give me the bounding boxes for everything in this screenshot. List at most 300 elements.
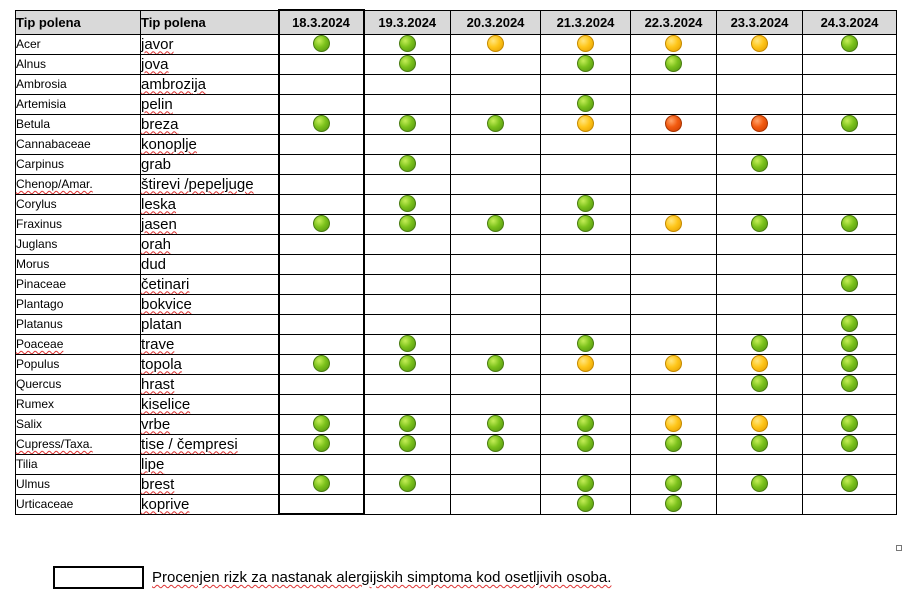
latin-name — [16, 154, 141, 174]
risk-cell — [451, 154, 541, 174]
local-name-text: štirevi /pepeljuge — [141, 175, 254, 193]
table-row — [16, 134, 897, 154]
green-risk-dot-icon — [841, 435, 858, 452]
green-risk-dot-icon — [841, 375, 858, 392]
risk-cell — [631, 174, 717, 194]
table-row — [16, 314, 897, 334]
risk-cell — [364, 94, 451, 114]
risk-cell — [364, 414, 451, 434]
latin-name — [16, 194, 141, 214]
risk-cell — [803, 154, 897, 174]
risk-cell — [803, 114, 897, 134]
risk-cell — [451, 54, 541, 74]
risk-cell — [541, 454, 631, 474]
local-name-text: kiselice — [141, 395, 191, 413]
risk-cell — [541, 54, 631, 74]
green-risk-dot-icon — [841, 475, 858, 492]
local-name-text: platan — [141, 315, 182, 333]
risk-cell — [279, 354, 364, 374]
risk-cell — [279, 174, 364, 194]
risk-cell — [803, 434, 897, 454]
risk-cell — [717, 454, 803, 474]
latin-name — [16, 334, 141, 354]
risk-cell — [541, 274, 631, 294]
risk-cell — [717, 154, 803, 174]
risk-cell — [803, 234, 897, 254]
local-name — [141, 454, 279, 474]
green-risk-dot-icon — [399, 115, 416, 132]
latin-name-text: Acer — [16, 37, 41, 51]
latin-name-text: Carpinus — [16, 157, 65, 171]
risk-cell — [717, 74, 803, 94]
risk-cell — [541, 34, 631, 54]
latin-name — [16, 494, 141, 514]
risk-cell — [279, 274, 364, 294]
risk-cell — [451, 494, 541, 514]
risk-cell — [631, 34, 717, 54]
risk-cell — [631, 274, 717, 294]
risk-cell — [364, 154, 451, 174]
local-name — [141, 154, 279, 174]
green-risk-dot-icon — [313, 435, 330, 452]
header-date-7: 24.3.2024 — [803, 10, 897, 34]
risk-cell — [541, 214, 631, 234]
risk-cell — [541, 394, 631, 414]
risk-cell — [541, 474, 631, 494]
risk-cell — [631, 494, 717, 514]
risk-cell — [631, 114, 717, 134]
local-name-text: bokvice — [141, 295, 192, 313]
latin-name — [16, 54, 141, 74]
table-row — [16, 294, 897, 314]
risk-cell — [279, 374, 364, 394]
risk-cell — [451, 334, 541, 354]
header-latin-name: Tip polena — [16, 10, 141, 34]
risk-cell — [631, 94, 717, 114]
risk-cell — [451, 34, 541, 54]
table-row — [16, 234, 897, 254]
table-row — [16, 154, 897, 174]
risk-cell — [631, 234, 717, 254]
latin-name — [16, 34, 141, 54]
risk-cell — [631, 74, 717, 94]
pollen-table-body — [16, 34, 897, 514]
local-name-text: trave — [141, 335, 175, 353]
table-resize-handle[interactable] — [896, 545, 902, 551]
latin-name-text: Morus — [16, 257, 50, 271]
latin-name-text: Cupress/Taxa. — [16, 437, 93, 451]
orange-risk-dot-icon — [665, 115, 682, 132]
risk-cell — [541, 154, 631, 174]
latin-name-text: Alnus — [16, 57, 47, 71]
latin-name — [16, 214, 141, 234]
risk-cell — [451, 394, 541, 414]
risk-cell — [803, 334, 897, 354]
local-name-text: četinari — [141, 275, 190, 293]
risk-cell — [631, 354, 717, 374]
yellow-risk-dot-icon — [665, 215, 682, 232]
header-row — [16, 10, 897, 34]
latin-name-text: Corylus — [16, 197, 57, 211]
local-name-text: jova — [141, 55, 169, 73]
risk-cell — [803, 214, 897, 234]
green-risk-dot-icon — [577, 495, 594, 512]
latin-name — [16, 174, 141, 194]
risk-cell — [631, 454, 717, 474]
yellow-risk-dot-icon — [751, 415, 768, 432]
latin-name-text: Fraxinus — [16, 217, 63, 231]
green-risk-dot-icon — [577, 475, 594, 492]
table-row — [16, 34, 897, 54]
table-row — [16, 354, 897, 374]
risk-cell — [364, 374, 451, 394]
risk-cell — [803, 254, 897, 274]
risk-cell — [364, 194, 451, 214]
risk-cell — [451, 174, 541, 194]
risk-cell — [631, 394, 717, 414]
green-risk-dot-icon — [751, 375, 768, 392]
green-risk-dot-icon — [841, 355, 858, 372]
risk-cell — [631, 374, 717, 394]
risk-cell — [631, 434, 717, 454]
risk-cell — [451, 434, 541, 454]
green-risk-dot-icon — [399, 475, 416, 492]
risk-cell — [279, 474, 364, 494]
latin-name — [16, 414, 141, 434]
green-risk-dot-icon — [399, 335, 416, 352]
risk-cell — [631, 194, 717, 214]
risk-cell — [803, 454, 897, 474]
risk-cell — [717, 374, 803, 394]
risk-cell — [717, 114, 803, 134]
risk-cell — [451, 274, 541, 294]
risk-cell — [279, 154, 364, 174]
risk-cell — [364, 314, 451, 334]
risk-cell — [364, 234, 451, 254]
risk-cell — [279, 54, 364, 74]
risk-cell — [717, 214, 803, 234]
risk-cell — [364, 294, 451, 314]
risk-cell — [451, 454, 541, 474]
yellow-risk-dot-icon — [665, 35, 682, 52]
risk-cell — [717, 54, 803, 74]
green-risk-dot-icon — [399, 415, 416, 432]
risk-cell — [717, 274, 803, 294]
green-risk-dot-icon — [313, 475, 330, 492]
green-risk-dot-icon — [577, 195, 594, 212]
local-name-text: grab — [141, 155, 172, 173]
local-name-text: javor — [141, 35, 174, 53]
local-name — [141, 254, 279, 274]
green-risk-dot-icon — [841, 315, 858, 332]
risk-cell — [364, 274, 451, 294]
risk-cell — [279, 74, 364, 94]
table-row — [16, 334, 897, 354]
risk-cell — [364, 134, 451, 154]
risk-cell — [364, 174, 451, 194]
local-name — [141, 54, 279, 74]
risk-cell — [803, 94, 897, 114]
green-risk-dot-icon — [665, 55, 682, 72]
risk-cell — [451, 134, 541, 154]
risk-cell — [541, 174, 631, 194]
latin-name-text: Plantago — [16, 297, 64, 311]
table-row — [16, 254, 897, 274]
risk-cell — [364, 214, 451, 234]
risk-cell — [541, 234, 631, 254]
latin-name-text: Ulmus — [16, 477, 51, 491]
risk-cell — [451, 474, 541, 494]
green-risk-dot-icon — [577, 435, 594, 452]
risk-cell — [803, 274, 897, 294]
risk-cell — [803, 194, 897, 214]
risk-cell — [451, 374, 541, 394]
latin-name-text: Juglans — [16, 237, 58, 251]
local-name-text: jasen — [141, 215, 177, 233]
local-name — [141, 34, 279, 54]
risk-cell — [631, 314, 717, 334]
table-row — [16, 114, 897, 134]
risk-cell — [717, 254, 803, 274]
risk-cell — [451, 354, 541, 374]
green-risk-dot-icon — [841, 415, 858, 432]
green-risk-dot-icon — [751, 435, 768, 452]
local-name — [141, 434, 279, 454]
table-row — [16, 494, 897, 514]
risk-cell — [717, 434, 803, 454]
risk-cell — [631, 54, 717, 74]
risk-cell — [631, 214, 717, 234]
risk-cell — [279, 294, 364, 314]
risk-cell — [279, 454, 364, 474]
header-date-4: 21.3.2024 — [541, 10, 631, 34]
risk-cell — [631, 474, 717, 494]
local-name — [141, 314, 279, 334]
risk-cell — [717, 314, 803, 334]
yellow-risk-dot-icon — [577, 115, 594, 132]
latin-name — [16, 394, 141, 414]
green-risk-dot-icon — [577, 215, 594, 232]
latin-name-text: Quercus — [16, 377, 62, 391]
risk-cell — [451, 234, 541, 254]
risk-cell — [541, 494, 631, 514]
table-row — [16, 474, 897, 494]
local-name-text: lipe — [141, 455, 165, 473]
green-risk-dot-icon — [751, 335, 768, 352]
risk-cell — [541, 434, 631, 454]
pollen-table — [15, 9, 897, 515]
risk-cell — [279, 254, 364, 274]
risk-cell — [717, 394, 803, 414]
risk-cell — [451, 194, 541, 214]
risk-cell — [364, 34, 451, 54]
risk-cell — [717, 174, 803, 194]
risk-cell — [279, 134, 364, 154]
risk-cell — [717, 34, 803, 54]
green-risk-dot-icon — [313, 355, 330, 372]
green-risk-dot-icon — [313, 215, 330, 232]
risk-cell — [364, 394, 451, 414]
green-risk-dot-icon — [665, 435, 682, 452]
risk-cell — [803, 294, 897, 314]
green-risk-dot-icon — [665, 475, 682, 492]
local-name-text: breza — [141, 115, 179, 133]
risk-cell — [364, 74, 451, 94]
risk-cell — [279, 394, 364, 414]
risk-cell — [541, 334, 631, 354]
risk-cell — [279, 34, 364, 54]
table-row — [16, 54, 897, 74]
latin-name — [16, 134, 141, 154]
header-date-2: 19.3.2024 — [364, 10, 451, 34]
green-risk-dot-icon — [399, 355, 416, 372]
risk-cell — [803, 74, 897, 94]
local-name-text: dud — [141, 255, 167, 273]
risk-cell — [541, 314, 631, 334]
risk-cell — [541, 414, 631, 434]
table-row — [16, 274, 897, 294]
local-name — [141, 334, 279, 354]
green-risk-dot-icon — [313, 115, 330, 132]
risk-cell — [451, 294, 541, 314]
green-risk-dot-icon — [399, 55, 416, 72]
green-risk-dot-icon — [399, 195, 416, 212]
latin-name — [16, 374, 141, 394]
risk-cell — [717, 414, 803, 434]
green-risk-dot-icon — [751, 215, 768, 232]
latin-name-text: Urticaceae — [16, 497, 74, 511]
latin-name — [16, 474, 141, 494]
risk-cell — [279, 214, 364, 234]
green-risk-dot-icon — [399, 435, 416, 452]
risk-cell — [279, 314, 364, 334]
risk-cell — [541, 114, 631, 134]
risk-cell — [631, 414, 717, 434]
green-risk-dot-icon — [487, 415, 504, 432]
green-risk-dot-icon — [399, 215, 416, 232]
table-row — [16, 454, 897, 474]
latin-name-text: Populus — [16, 357, 60, 371]
table-row — [16, 214, 897, 234]
local-name — [141, 114, 279, 134]
local-name-text: brest — [141, 475, 175, 493]
local-name — [141, 94, 279, 114]
green-risk-dot-icon — [487, 115, 504, 132]
risk-cell — [541, 354, 631, 374]
risk-cell — [803, 394, 897, 414]
header-date-1: 18.3.2024 — [279, 10, 364, 34]
risk-cell — [364, 494, 451, 514]
risk-cell — [717, 334, 803, 354]
risk-cell — [717, 94, 803, 114]
latin-name — [16, 454, 141, 474]
green-risk-dot-icon — [487, 355, 504, 372]
latin-name — [16, 274, 141, 294]
table-row — [16, 414, 897, 434]
risk-cell — [451, 214, 541, 234]
risk-cell — [717, 294, 803, 314]
latin-name — [16, 434, 141, 454]
risk-cell — [803, 174, 897, 194]
risk-cell — [364, 454, 451, 474]
latin-name-text: Cannabaceae — [16, 137, 91, 151]
latin-name-text: Ambrosia — [16, 77, 67, 91]
local-name — [141, 374, 279, 394]
risk-cell — [803, 134, 897, 154]
local-name — [141, 194, 279, 214]
local-name — [141, 294, 279, 314]
risk-cell — [279, 194, 364, 214]
local-name — [141, 494, 279, 514]
legend-text: Procenjen rizk za nastanak alergijskih simptoma kod osetljivih osoba. — [152, 569, 612, 586]
table-row — [16, 374, 897, 394]
latin-name-text: Salix — [16, 417, 43, 431]
risk-cell — [279, 434, 364, 454]
risk-cell — [451, 74, 541, 94]
risk-cell — [541, 134, 631, 154]
green-risk-dot-icon — [313, 415, 330, 432]
risk-cell — [451, 94, 541, 114]
local-name — [141, 394, 279, 414]
risk-cell — [541, 74, 631, 94]
risk-cell — [631, 334, 717, 354]
risk-cell — [717, 234, 803, 254]
header-date-5: 22.3.2024 — [631, 10, 717, 34]
local-name — [141, 174, 279, 194]
green-risk-dot-icon — [577, 415, 594, 432]
local-name — [141, 274, 279, 294]
latin-name-text: Poaceae — [16, 337, 64, 351]
risk-cell — [803, 494, 897, 514]
risk-cell — [631, 134, 717, 154]
local-name-text: orah — [141, 235, 172, 253]
risk-cell — [364, 334, 451, 354]
risk-cell — [803, 314, 897, 334]
green-risk-dot-icon — [399, 155, 416, 172]
risk-cell — [541, 374, 631, 394]
yellow-risk-dot-icon — [751, 355, 768, 372]
risk-cell — [364, 434, 451, 454]
risk-cell — [451, 414, 541, 434]
latin-name — [16, 114, 141, 134]
green-risk-dot-icon — [841, 35, 858, 52]
risk-cell — [451, 254, 541, 274]
risk-cell — [803, 34, 897, 54]
local-name — [141, 234, 279, 254]
yellow-risk-dot-icon — [665, 355, 682, 372]
local-name-text: vrbe — [141, 415, 171, 433]
risk-cell — [803, 354, 897, 374]
green-risk-dot-icon — [751, 475, 768, 492]
table-row — [16, 74, 897, 94]
green-risk-dot-icon — [841, 335, 858, 352]
risk-cell — [717, 474, 803, 494]
risk-cell — [541, 254, 631, 274]
local-name-text: ambrozija — [141, 75, 207, 93]
risk-cell — [803, 474, 897, 494]
risk-cell — [364, 474, 451, 494]
yellow-risk-dot-icon — [751, 35, 768, 52]
table-row — [16, 194, 897, 214]
yellow-risk-dot-icon — [577, 35, 594, 52]
risk-cell — [803, 54, 897, 74]
latin-name — [16, 74, 141, 94]
green-risk-dot-icon — [577, 95, 594, 112]
risk-cell — [541, 94, 631, 114]
header-local-name: Tip polena — [141, 10, 279, 34]
local-name — [141, 134, 279, 154]
yellow-risk-dot-icon — [487, 35, 504, 52]
